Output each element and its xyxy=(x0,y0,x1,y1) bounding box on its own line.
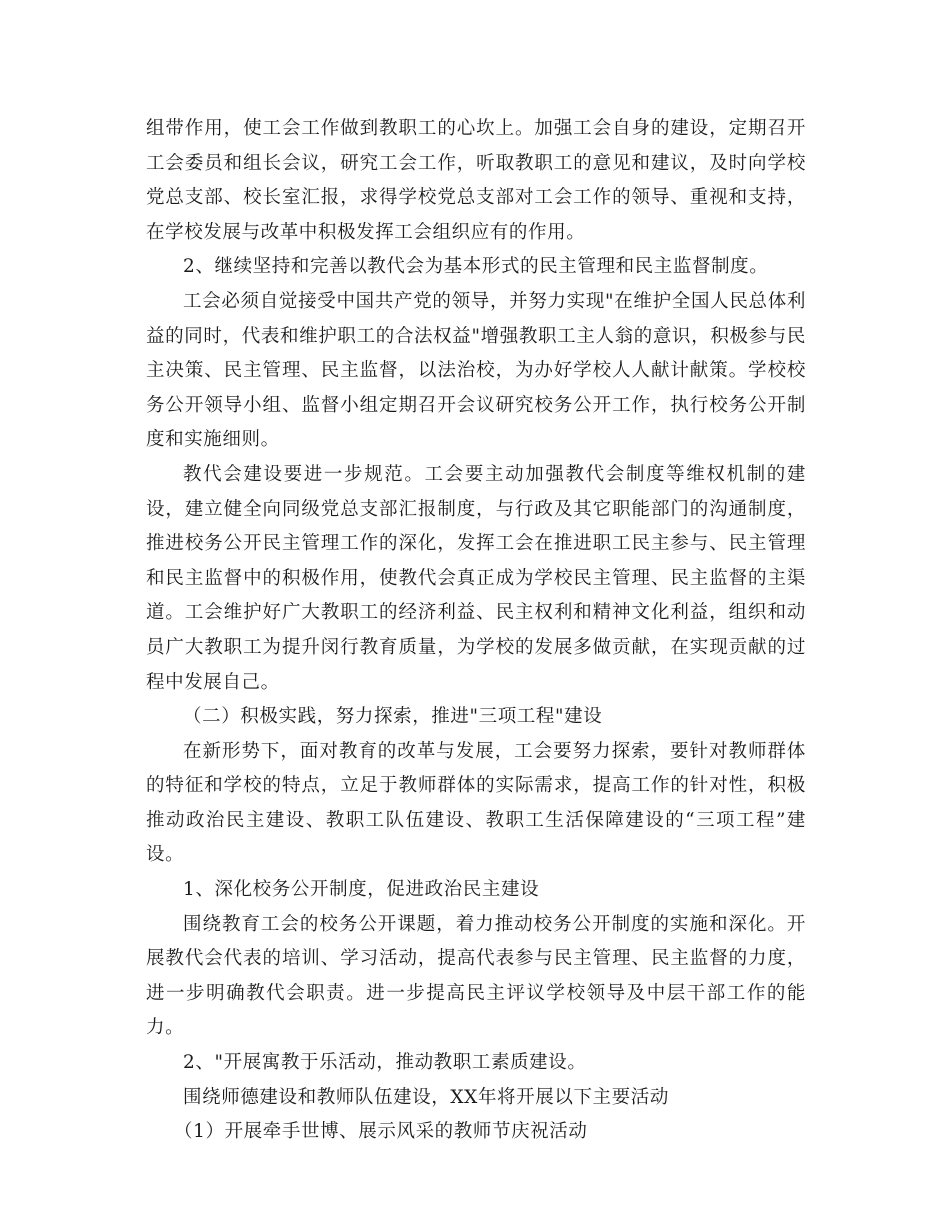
paragraph-activities-intro: 围绕师德建设和教师队伍建设，XX年将开展以下主要活动 xyxy=(183,1086,669,1108)
document-page xyxy=(146,112,806,1150)
section-heading-2: （二）积极实践，努力探索，推进"三项工程"建设 xyxy=(183,706,603,728)
subheading-item-1: 1、深化校务公开制度，促进政治民主建设 xyxy=(183,879,540,901)
subheading-item-2: 2、"开展寓教于乐活动，推动教职工素质建设。 xyxy=(183,1052,587,1074)
section-item-2: 2、继续坚持和完善以教代会为基本形式的民主管理和民主监督制度。 xyxy=(183,256,769,278)
paragraph-transparency: 围绕教育工会的校务公开课题，着力推动校务公开制度的实施和深化。开展教代会代表的培训、学习活动，提高代表参与民主管理、民主监督的力度，进一步明确教代会职责。进一步提高民主评议学校领导及中层干部工作的能力。 xyxy=(146,913,806,1039)
paragraph-new-situation: 在新形势下，面对教育的改革与发展，工会要努力探索，要针对教师群体的特征和学校的特点，立足于教师群体的实际需求，提高工作的针对性，积极推动政治民主建设、教职工队伍建设、教职工生活保障建设的“三项工程”建设。 xyxy=(146,740,806,866)
paragraph-continuation: 组带作用，使工会工作做到教职工的心坎上。加强工会自身的建设，定期召开工会委员和组长会议，研究工会工作，听取教职工的意见和建议，及时向学校党总支部、校长室汇报，求得学校党总支部对工会工作的领导、重视和支持，在学校发展与改革中积极发挥工会组织应有的作用。 xyxy=(146,118,806,243)
paragraph-union-leadership: 工会必须自觉接受中国共产党的领导，并努力实现"在维护全国人民总体利益的同时，代表和维护职工的合法权益"增强教职工主人翁的意识，积极参与民主决策、民主管理、民主监督，以法治校，为办好学校人人献计献策。学校校务公开领导小组、监督小组定期召开会议研究校务公开工作，执行校务公开制度和实施细则。 xyxy=(146,290,806,451)
list-item-1: （1）开展牵手世博、展示风采的教师节庆祝活动 xyxy=(174,1121,588,1143)
paragraph-congress-construction: 教代会建设要进一步规范。工会要主动加强教代会制度等维权机制的建设，建立健全向同级党总支部汇报制度，与行政及其它职能部门的沟通制度，推进校务公开民主管理工作的深化，发挥工会在推进职工民主参与、民主管理和民主监督中的积极作用，使教代会真正成为学校民主管理、民主监督的主渠道。工会维护好广大教职工的经济利益、民主权利和精神文化利益，组织和动员广大教职工为提升闵行教育质量，为学校的发展多做贡献，在实现贡献的过程中发展自己。 xyxy=(146,463,806,693)
